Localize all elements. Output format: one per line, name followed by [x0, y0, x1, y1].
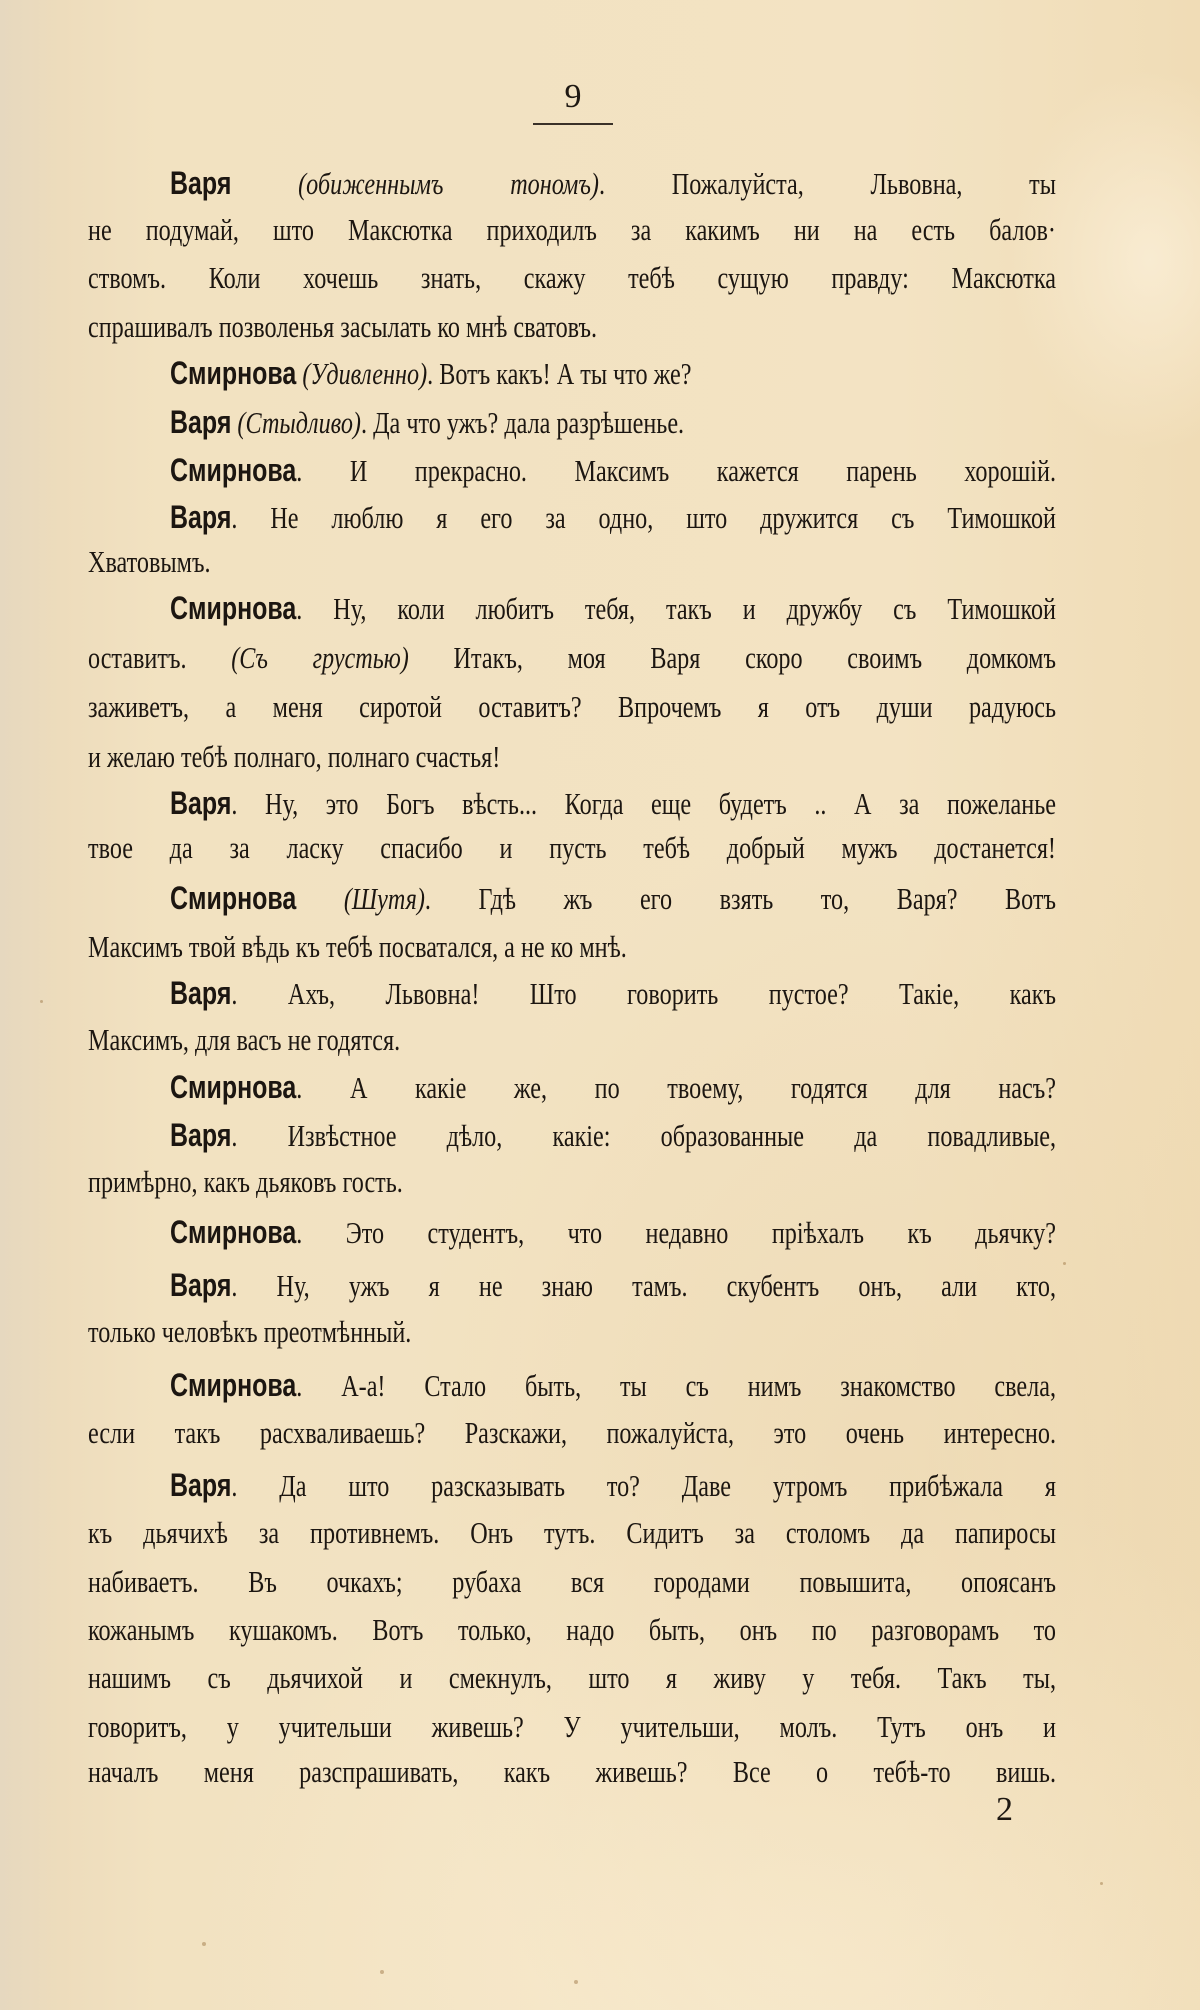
line-text: . И прекрасно. Максимъ кажется парень хорошій.: [296, 453, 1056, 488]
paper-speck: [202, 1942, 206, 1946]
line-text: . Гдѣ жъ его взять то, Варя? Вотъ: [424, 881, 1056, 916]
line-text: примѣрно, какъ дьяковъ гость.: [88, 1164, 403, 1199]
speaker-name: Варя: [170, 1117, 232, 1153]
line-text: . Вотъ какъ! А ты что же?: [427, 356, 692, 391]
speaker-name: Варя: [170, 785, 232, 821]
line-text: говоритъ, у учительши живешь? У учительши, молъ. Тутъ онъ и: [88, 1709, 1056, 1744]
page-number: 9: [564, 78, 582, 115]
speaker-name: Смирнова: [170, 1214, 297, 1250]
text-line: [88, 828, 1056, 868]
line-text: твое да за ласку спасибо и пусть тебѣ добрый мужъ достанется!: [88, 830, 1056, 865]
speaker-name: Варя: [170, 975, 232, 1011]
speaker-name: Смирнова: [170, 590, 297, 626]
text-line: [88, 1312, 1056, 1352]
text-line: [88, 307, 1056, 347]
text-line: [170, 1365, 1056, 1405]
line-text: только человѣкъ преотмѣнный.: [88, 1314, 412, 1349]
text-line: [88, 1610, 1056, 1650]
line-text: Итакъ, моя Варя скоро своимъ домкомъ: [453, 640, 1056, 675]
stage-direction: (обиженнымъ тономъ): [298, 166, 599, 201]
line-text: не подумай, што Максютка приходилъ за какимъ ни на есть балов·: [88, 212, 1056, 247]
text-line: [170, 973, 1056, 1013]
text-line: [170, 353, 1056, 393]
text-line: [88, 1513, 1056, 1553]
text-line: [88, 542, 1056, 582]
line-text: . Это студентъ, что недавно пріѣхалъ къ дьячку?: [296, 1215, 1056, 1250]
line-text: . Ну, коли любитъ тебя, такъ и дружбу съ Тимошкой: [296, 591, 1056, 626]
speaker-name: Смирнова: [170, 355, 297, 391]
text-line: [88, 1707, 1056, 1747]
speaker-name: Варя: [170, 1267, 232, 1303]
text-line: [170, 1265, 1056, 1305]
line-text: . А какіе же, по твоему, годятся для насъ?: [296, 1070, 1056, 1105]
line-text: къ дьячихѣ за противнемъ. Онъ тутъ. Сидитъ за столомъ да папиросы: [88, 1515, 1056, 1550]
paper-speck: [380, 1970, 384, 1974]
line-text: спрашивалъ позволенья засылать ко мнѣ сватовъ.: [88, 309, 598, 344]
line-text: . Ну, это Богъ вѣсть... Когда еще будетъ .. А за пожеланье: [231, 786, 1056, 821]
line-text: . Ну, ужъ я не знаю тамъ. скубентъ онъ, али кто,: [231, 1268, 1056, 1303]
text-line: [88, 1752, 1056, 1792]
line-text: кожанымъ кушакомъ. Вотъ только, надо быть, онъ по разговорамъ то: [88, 1612, 1056, 1647]
speaker-name: Смирнова: [170, 1367, 297, 1403]
line-text: . Да что ужъ? дала разрѣшенье.: [360, 405, 685, 440]
line-text: Максимъ твой вѣдь къ тебѣ посватался, а не ко мнѣ.: [88, 929, 627, 964]
text-line: [88, 737, 1056, 777]
text-line: [170, 1465, 1056, 1505]
text-line: [88, 927, 1056, 967]
page-number-rule: [533, 123, 613, 125]
line-text: . Ахъ, Львовна! Што говорить пустое? Такіе, какъ: [231, 976, 1056, 1011]
line-text: Максимъ, для васъ не годятся.: [88, 1022, 401, 1057]
text-line: [170, 1212, 1056, 1252]
line-text: заживетъ, а меня сиротой оставитъ? Впрочемъ я отъ души радуюсь: [88, 689, 1056, 724]
text-line: [88, 1020, 1056, 1060]
line-text: если такъ расхваливаешь? Разскажи, пожалуйста, это очень интересно.: [88, 1415, 1056, 1450]
paper-speck: [1100, 1882, 1103, 1885]
line-text: . Да што разсказывать то? Даве утромъ прибѣжала я: [231, 1468, 1056, 1503]
stage-direction: (Удивленно): [302, 356, 428, 391]
line-text: . А-а! Стало быть, ты съ нимъ знакомство свела,: [296, 1368, 1056, 1403]
text-line: [88, 258, 1056, 298]
text-line: [88, 210, 1056, 250]
text-line: [88, 1413, 1056, 1453]
paper-speck: [1063, 1262, 1066, 1265]
line-text: началъ меня разспрашивать, какъ живешь? Все о тебѣ-то вишь.: [88, 1754, 1056, 1789]
paper-speck: [574, 1980, 578, 1984]
speaker-name: Варя: [170, 499, 232, 535]
stage-direction: (Стыдливо): [237, 405, 361, 440]
text-line: [170, 783, 1056, 823]
paper-speck: [40, 1000, 43, 1003]
line-text: нашимъ съ дьячихой и смекнулъ, што я живу у тебя. Такъ ты,: [88, 1660, 1056, 1695]
line-text: . Извѣстное дѣло, какіе: образованные да повадливые,: [231, 1118, 1056, 1153]
text-line: [88, 1162, 1056, 1202]
speaker-name: Варя: [170, 165, 232, 201]
text-line: [170, 163, 1056, 203]
signature-mark: 2: [996, 1791, 1013, 1828]
speaker-name: Смирнова: [170, 1069, 297, 1105]
text-line: [88, 1658, 1056, 1698]
speaker-name: Смирнова: [170, 880, 297, 916]
line-text: . Не люблю я его за одно, што дружится съ Тимошкой: [231, 500, 1056, 535]
text-line: [170, 450, 1056, 490]
speaker-name: Варя: [170, 1467, 232, 1503]
speaker-name: Варя: [170, 404, 232, 440]
text-line: [170, 588, 1056, 628]
line-text: набиваетъ. Въ очкахъ; рубаха вся городами повышита, опоясанъ: [88, 1564, 1056, 1599]
text-line: [170, 402, 1056, 442]
speaker-name: Смирнова: [170, 452, 297, 488]
text-line: [170, 1067, 1056, 1107]
text-line: [88, 638, 1056, 678]
line-text: ствомъ. Коли хочешь знать, скажу тебѣ сущую правду: Максютка: [88, 260, 1056, 295]
text-line: [88, 687, 1056, 727]
line-text: Хватовымъ.: [88, 544, 211, 579]
line-text: . Пожалуйста, Львовна, ты: [598, 166, 1056, 201]
line-text: оставитъ.: [88, 640, 187, 675]
stage-direction: (Съ грустью): [231, 640, 409, 675]
text-line: [88, 1562, 1056, 1602]
text-line: [170, 497, 1056, 537]
text-line: [170, 1115, 1056, 1155]
text-line: [170, 878, 1056, 918]
stage-direction: (Шутя): [343, 881, 425, 916]
line-text: и желаю тебѣ полнаго, полнаго счастья!: [88, 739, 501, 774]
